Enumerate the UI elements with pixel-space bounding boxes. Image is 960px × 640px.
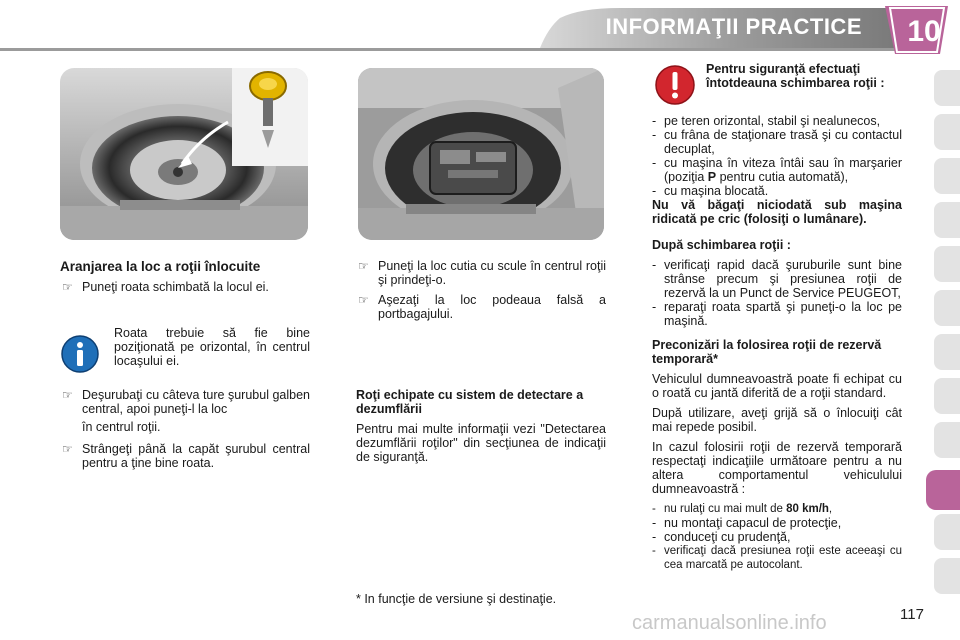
chapter-number: 10 xyxy=(907,15,941,48)
temp-item: - conduceţi cu prudenţă, xyxy=(652,530,791,544)
toolbox-boot-image xyxy=(358,68,604,240)
hand-pointer-icon: ☞ xyxy=(62,388,73,402)
detection-section xyxy=(356,388,606,464)
gear-position-label: P xyxy=(707,170,717,184)
temp-paragraph: In cazul folosirii roţii de rezervă temporară respectaţi indicaţiile următoare pentru a nu altera comportamentul vehiculului dumneavoastră : xyxy=(652,440,902,496)
condition-text: cu maşina în viteza întâi sau în marşarier (poziţia xyxy=(664,156,902,184)
side-tab[interactable] xyxy=(934,70,960,106)
speed-limit: 80 km/h xyxy=(786,503,829,515)
side-tabs xyxy=(934,70,960,630)
after-text: verificaţi rapid dacă şuruburile sunt bine strânse precum şi presiunea roţii de rezervă la un Punct de Service PEUGEOT, xyxy=(664,258,902,300)
hand-pointer-icon: ☞ xyxy=(62,280,73,294)
hand-pointer-icon: ☞ xyxy=(358,259,369,273)
detection-subtitle: Roţi echipate cu sistem de detectare a dezumflării xyxy=(356,388,584,416)
middle-column xyxy=(356,259,606,321)
temp-item-text: nu montaţi capacul de protecţie, xyxy=(664,516,842,530)
speed-suffix: , xyxy=(828,503,833,515)
after-text: reparaţi roata spartă şi puneţi-o la loc pe maşină. xyxy=(664,300,902,328)
side-tab[interactable] xyxy=(934,514,960,550)
condition-item: - pe teren orizontal, stabil şi nealunecos, xyxy=(652,114,881,128)
side-tab[interactable] xyxy=(934,558,960,594)
bullet-item xyxy=(60,388,310,416)
temp-paragraph: După utilizare, aveţi grijă să o înlocuiţi cât mai repede posibil. xyxy=(652,406,902,434)
temp-item: - nu montaţi capacul de protecţie, xyxy=(652,516,842,530)
condition-text: cu maşina blocată. xyxy=(664,184,769,198)
bullet-text: Puneţi la loc cutia cu scule în centrul roţii şi prindeţi-o. xyxy=(378,259,606,287)
side-tab[interactable] xyxy=(934,334,960,370)
side-tab[interactable] xyxy=(934,202,960,238)
bullet-text: Strângeţi până la capăt şurubul central pentru a ţine bine roata. xyxy=(82,442,310,470)
info-text: Roata trebuie să fie bine poziţionată pe orizontal, în centrul locaşului ei. xyxy=(114,326,310,368)
info-note xyxy=(114,326,310,368)
after-item: - reparaţi roata spartă şi puneţi-o la loc pe maşină. xyxy=(652,300,902,328)
bullet-item xyxy=(60,442,310,470)
temp-item-text: conduceţi cu prudenţă, xyxy=(664,530,791,544)
page-number: 117 xyxy=(900,606,924,623)
temp-item-text: verificaţi dacă presiunea roţii este aceeaşi cu cea marcată pe autocolant. xyxy=(664,545,902,571)
bullet-text: Deşurubaţi cu câteva ture şurubul galben central, apoi puneţi-l la loc xyxy=(82,388,310,416)
condition-item: - cu maşina blocată. xyxy=(652,184,769,198)
after-title: După schimbarea roţii : xyxy=(652,238,791,252)
bullet-text: în centrul roţii. xyxy=(82,420,161,434)
detection-text: Pentru mai multe informaţii vezi "Detectarea dezumflării roţilor" din secţiunea de indicaţii de siguranţă. xyxy=(356,422,606,464)
speed-text: nu rulaţi cu mai mult de xyxy=(664,503,783,515)
footnote xyxy=(356,592,606,606)
bullet-item xyxy=(356,259,606,287)
condition-item: - cu maşina în viteza întâi sau în marşarier (poziţia P pentru cutia automată), xyxy=(652,156,902,184)
warning-title-text: Pentru siguranţă efectuaţi întotdeauna schimbarea roţii : xyxy=(706,62,885,90)
footnote-text: * In funcţie de versiune şi destinaţie. xyxy=(356,592,557,606)
left-steps xyxy=(60,388,310,470)
spare-wheel-bolt-image xyxy=(60,68,308,240)
side-tab[interactable] xyxy=(934,422,960,458)
side-tab[interactable] xyxy=(934,246,960,282)
warning-icon xyxy=(654,64,696,106)
hand-pointer-icon: ☞ xyxy=(62,442,73,456)
warning-title xyxy=(706,62,902,90)
page-title: INFORMAŢII PRACTICE xyxy=(605,14,862,39)
temp-item: - nu rulaţi cu mai mult de 80 km/h, xyxy=(652,503,833,515)
left-column xyxy=(60,260,310,294)
after-item: - verificaţi rapid dacă şuruburile sunt bine strânse precum şi presiunea roţii de rezervă la un Punct de Service PEUGEOT, xyxy=(652,258,902,300)
never-warning: Nu vă băgaţi niciodată sub maşina ridicată pe cric (folosiţi o lumânare). xyxy=(652,198,902,226)
bullet-item xyxy=(356,293,606,321)
temp-title: Preconizări la folosirea roţii de rezervă temporară* xyxy=(652,338,882,366)
info-icon xyxy=(60,334,100,374)
bullet-continuation xyxy=(60,420,310,434)
bullet-item xyxy=(60,280,310,294)
bullet-text: Aşezaţi la loc podeaua falsă a portbagajului. xyxy=(378,293,606,321)
condition-text: pentru cutia automată), xyxy=(719,170,849,184)
temp-item: - verificaţi dacă presiunea roţii este aceeaşi cu cea marcată pe autocolant. xyxy=(652,545,902,571)
section-title: Aranjarea la loc a roţii înlocuite xyxy=(60,259,261,274)
temp-paragraph: Vehiculul dumneavoastră poate fi echipat cu o roată cu jantă diferită de a roţii standard. xyxy=(652,372,902,400)
bullet-text: Puneţi roata schimbată la locul ei. xyxy=(82,280,269,294)
side-tab[interactable] xyxy=(934,290,960,326)
right-column xyxy=(652,114,902,572)
hand-pointer-icon: ☞ xyxy=(358,293,369,307)
side-tab[interactable] xyxy=(934,114,960,150)
condition-text: pe teren orizontal, stabil şi nealunecos, xyxy=(664,114,881,128)
condition-text: cu frâna de staţionare trasă şi cu contactul decuplat, xyxy=(664,128,902,156)
side-tab[interactable] xyxy=(934,158,960,194)
active-chapter-tab[interactable] xyxy=(926,470,960,510)
side-tab[interactable] xyxy=(934,378,960,414)
condition-item: - cu frâna de staţionare trasă şi cu contactul decuplat, xyxy=(652,128,902,156)
watermark: carmanualsonline.info xyxy=(632,612,827,634)
